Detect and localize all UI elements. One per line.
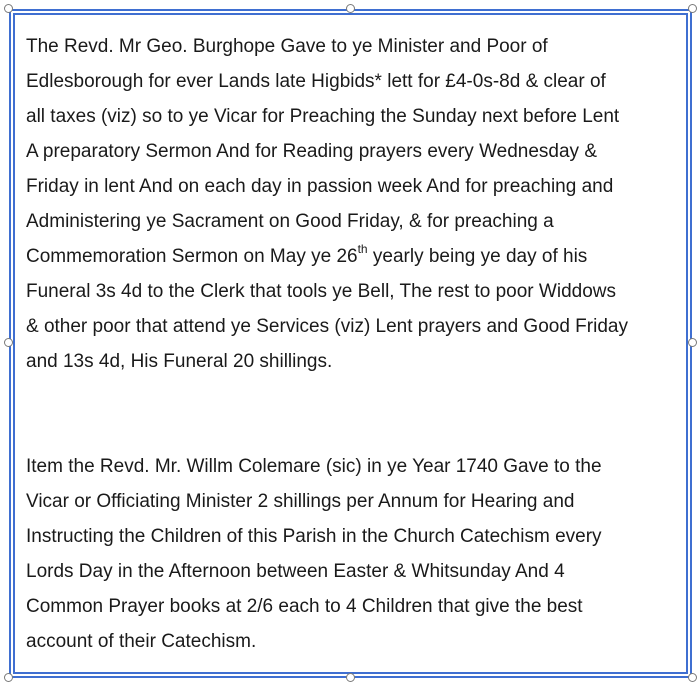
superscript-ordinal: th	[357, 241, 368, 256]
text-line: The Revd. Mr Geo. Burghope Gave to ye Minister and Poor of	[26, 36, 548, 57]
text-line: Friday in lent And on each day in passion week And for preaching and	[26, 176, 614, 197]
text-line: and 13s 4d, His Funeral 20 shillings.	[26, 351, 333, 372]
text-line: all taxes (viz) so to ye Vicar for Preaching the Sunday next before Lent	[26, 106, 620, 127]
resize-handle-bottom-left[interactable]	[4, 673, 13, 682]
text-line: Common Prayer books at 2/6 each to 4 Children that give the best	[26, 596, 583, 617]
text-line: Administering ye Sacrament on Good Friday, & for preaching a	[26, 211, 554, 232]
text-box-content[interactable]	[26, 29, 686, 659]
resize-handle-top-left[interactable]	[4, 4, 13, 13]
resize-handle-bottom-right[interactable]	[688, 673, 697, 682]
text-line: Funeral 3s 4d to the Clerk that tools ye Bell, The rest to poor Widdows	[26, 281, 616, 302]
text-line	[26, 239, 686, 274]
text-line: Lords Day in the Afternoon between Easter & Whitsunday And 4	[26, 561, 565, 582]
text-line: Instructing the Children of this Parish in the Church Catechism every	[26, 526, 602, 547]
resize-handle-middle-right[interactable]	[688, 338, 697, 347]
resize-handle-bottom-middle[interactable]	[346, 673, 355, 682]
resize-handle-top-right[interactable]	[688, 4, 697, 13]
resize-handle-top-middle[interactable]	[346, 4, 355, 13]
text-line: Item the Revd. Mr. Willm Colemare (sic) in ye Year 1740 Gave to the	[26, 456, 602, 477]
resize-handle-middle-left[interactable]	[4, 338, 13, 347]
text-line: Vicar or Officiating Minister 2 shillings per Annum for Hearing and	[26, 491, 575, 512]
text-line: & other poor that attend ye Services (viz) Lent prayers and Good Friday	[26, 316, 628, 337]
text-line: Edlesborough for ever Lands late Higbids* lett for £4-0s-8d & clear of	[26, 71, 606, 92]
text-line: A preparatory Sermon And for Reading prayers every Wednesday &	[26, 141, 598, 162]
text-segment: yearly being ye day of his	[367, 246, 588, 267]
paragraph-colemare-bequest	[26, 449, 686, 659]
paragraph-burghope-bequest	[26, 29, 686, 379]
text-segment: Commemoration Sermon on May ye 26	[26, 246, 358, 267]
text-line: account of their Catechism.	[26, 631, 257, 652]
